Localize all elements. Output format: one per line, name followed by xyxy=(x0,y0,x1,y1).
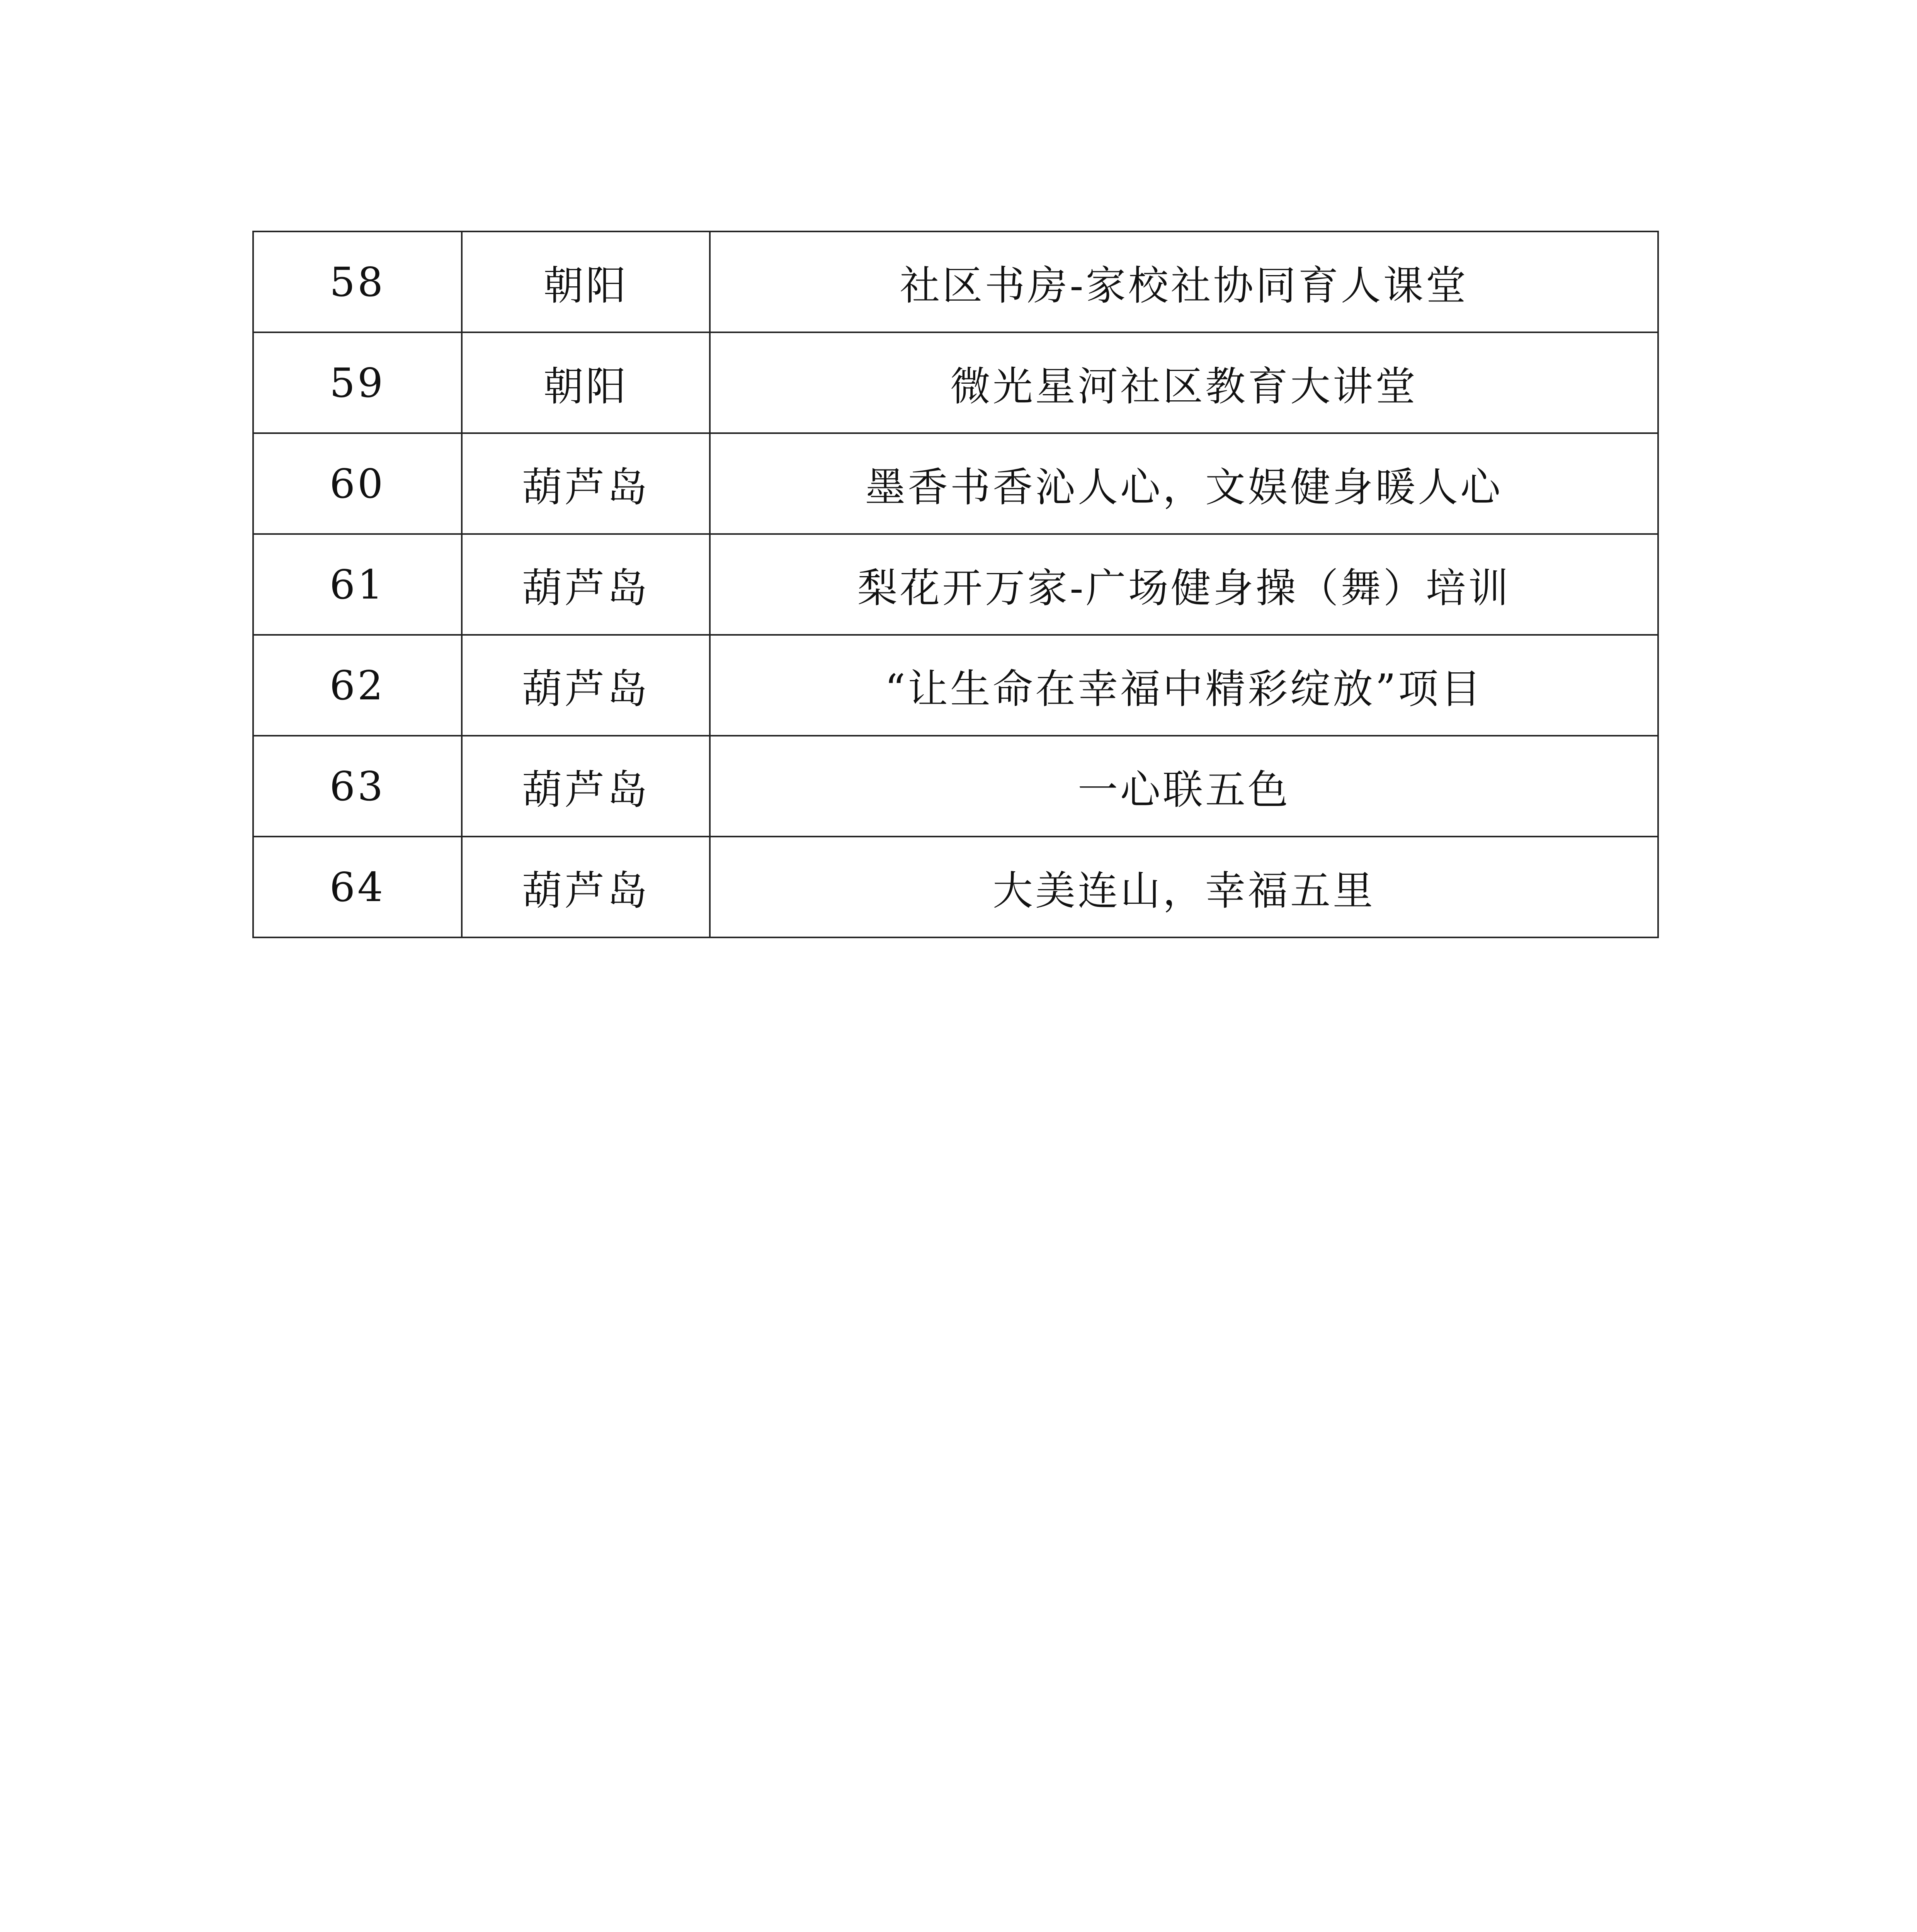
city-cell: 朝阳 xyxy=(462,231,710,332)
project-name-cell: 社区书房-家校社协同育人课堂 xyxy=(710,231,1658,332)
city-cell: 葫芦岛 xyxy=(462,635,710,736)
project-name-cell: 大美连山，幸福五里 xyxy=(710,837,1658,937)
row-number-cell: 63 xyxy=(253,736,462,837)
table-row xyxy=(253,433,1658,534)
row-number-cell: 59 xyxy=(253,332,462,433)
project-table xyxy=(252,231,1659,938)
table-row xyxy=(253,231,1658,332)
table-row xyxy=(253,736,1658,837)
project-table-body xyxy=(253,231,1658,937)
project-name-cell: 一心联五色 xyxy=(710,736,1658,837)
row-number-cell: 58 xyxy=(253,231,462,332)
row-number-cell: 60 xyxy=(253,433,462,534)
city-cell: 葫芦岛 xyxy=(462,534,710,635)
row-number-cell: 61 xyxy=(253,534,462,635)
table-row xyxy=(253,635,1658,736)
city-cell: 葫芦岛 xyxy=(462,736,710,837)
project-name-cell: 梨花开万家-广场健身操（舞）培训 xyxy=(710,534,1658,635)
table-row xyxy=(253,332,1658,433)
table-row xyxy=(253,837,1658,937)
row-number-cell: 62 xyxy=(253,635,462,736)
project-name-cell: 微光星河社区教育大讲堂 xyxy=(710,332,1658,433)
project-name-cell: 墨香书香沁人心，文娱健身暖人心 xyxy=(710,433,1658,534)
table-row xyxy=(253,534,1658,635)
row-number-cell: 64 xyxy=(253,837,462,937)
city-cell: 葫芦岛 xyxy=(462,433,710,534)
city-cell: 葫芦岛 xyxy=(462,837,710,937)
city-cell: 朝阳 xyxy=(462,332,710,433)
project-name-cell: “让生命在幸福中精彩绽放”项目 xyxy=(710,635,1658,736)
